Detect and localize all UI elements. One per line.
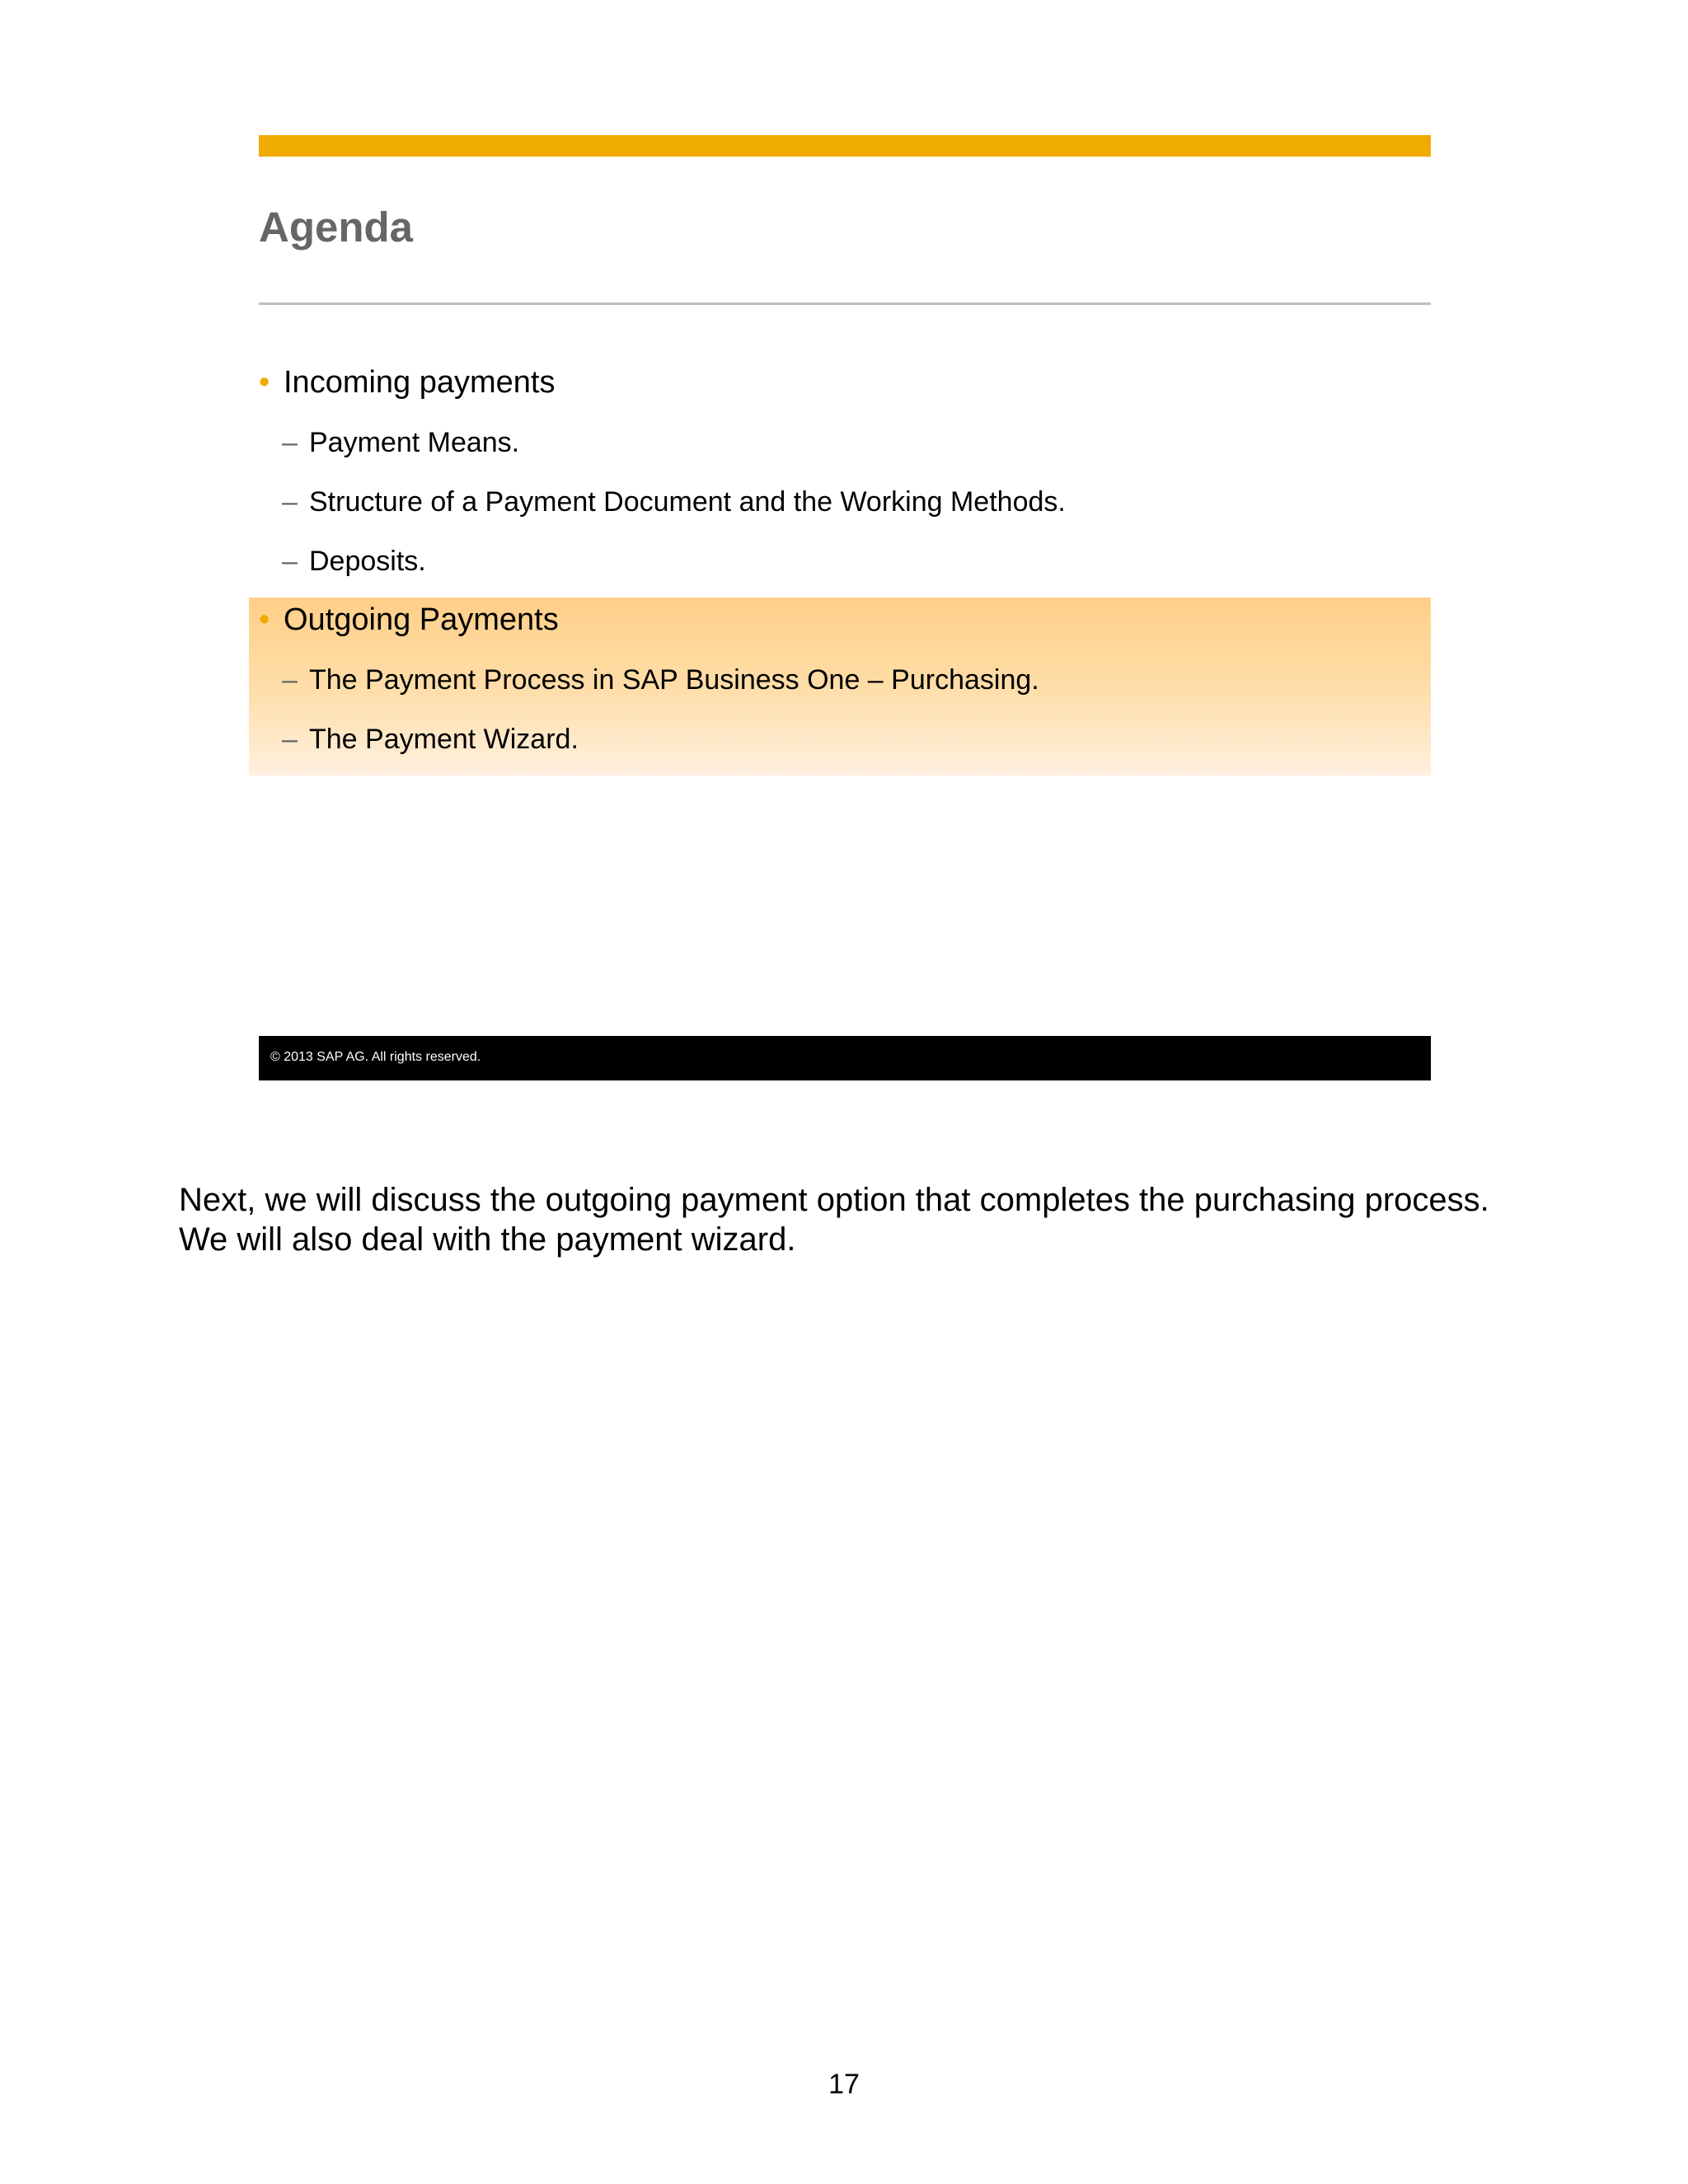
agenda-item-label: Outgoing Payments — [284, 602, 559, 637]
agenda-item-outgoing-payments — [259, 602, 559, 639]
title-divider — [259, 302, 1431, 305]
agenda-subitem — [282, 486, 1066, 518]
agenda-subitem-label: Payment Means. — [309, 427, 520, 458]
dash-icon: – — [282, 486, 298, 518]
slide-title: Agenda — [259, 204, 414, 251]
agenda-item-label: Incoming payments — [284, 365, 556, 400]
slide-top-accent-bar — [259, 135, 1431, 157]
notes-line: We will also deal with the payment wizard. — [179, 1221, 796, 1258]
agenda-subitem — [282, 664, 1039, 696]
slide-footer — [259, 1036, 1431, 1080]
agenda-subitem — [282, 427, 519, 459]
agenda-subitem — [282, 724, 579, 756]
agenda-subitem — [282, 546, 426, 578]
dash-icon: – — [282, 664, 298, 696]
agenda-subitem-label: The Payment Wizard. — [309, 724, 579, 755]
agenda-subitem-label: The Payment Process in SAP Business One – Purchasing. — [309, 664, 1039, 696]
dash-icon: – — [282, 724, 298, 755]
dash-icon: – — [282, 427, 298, 458]
dash-icon: – — [282, 546, 298, 577]
agenda-item-incoming-payments — [259, 365, 556, 401]
page-number: 17 — [828, 2069, 860, 2100]
bullet-icon: • — [259, 365, 270, 400]
bullet-icon: • — [259, 602, 270, 637]
agenda-subitem-label: Structure of a Payment Document and the Working Methods. — [309, 486, 1066, 518]
speaker-notes — [179, 1180, 1564, 1259]
copyright-text: © 2013 SAP AG. All rights reserved. — [270, 1050, 481, 1064]
notes-line: Next, we will discuss the outgoing payment option that completes the purchasing process. — [179, 1182, 1489, 1218]
agenda-subitem-label: Deposits. — [309, 546, 426, 577]
